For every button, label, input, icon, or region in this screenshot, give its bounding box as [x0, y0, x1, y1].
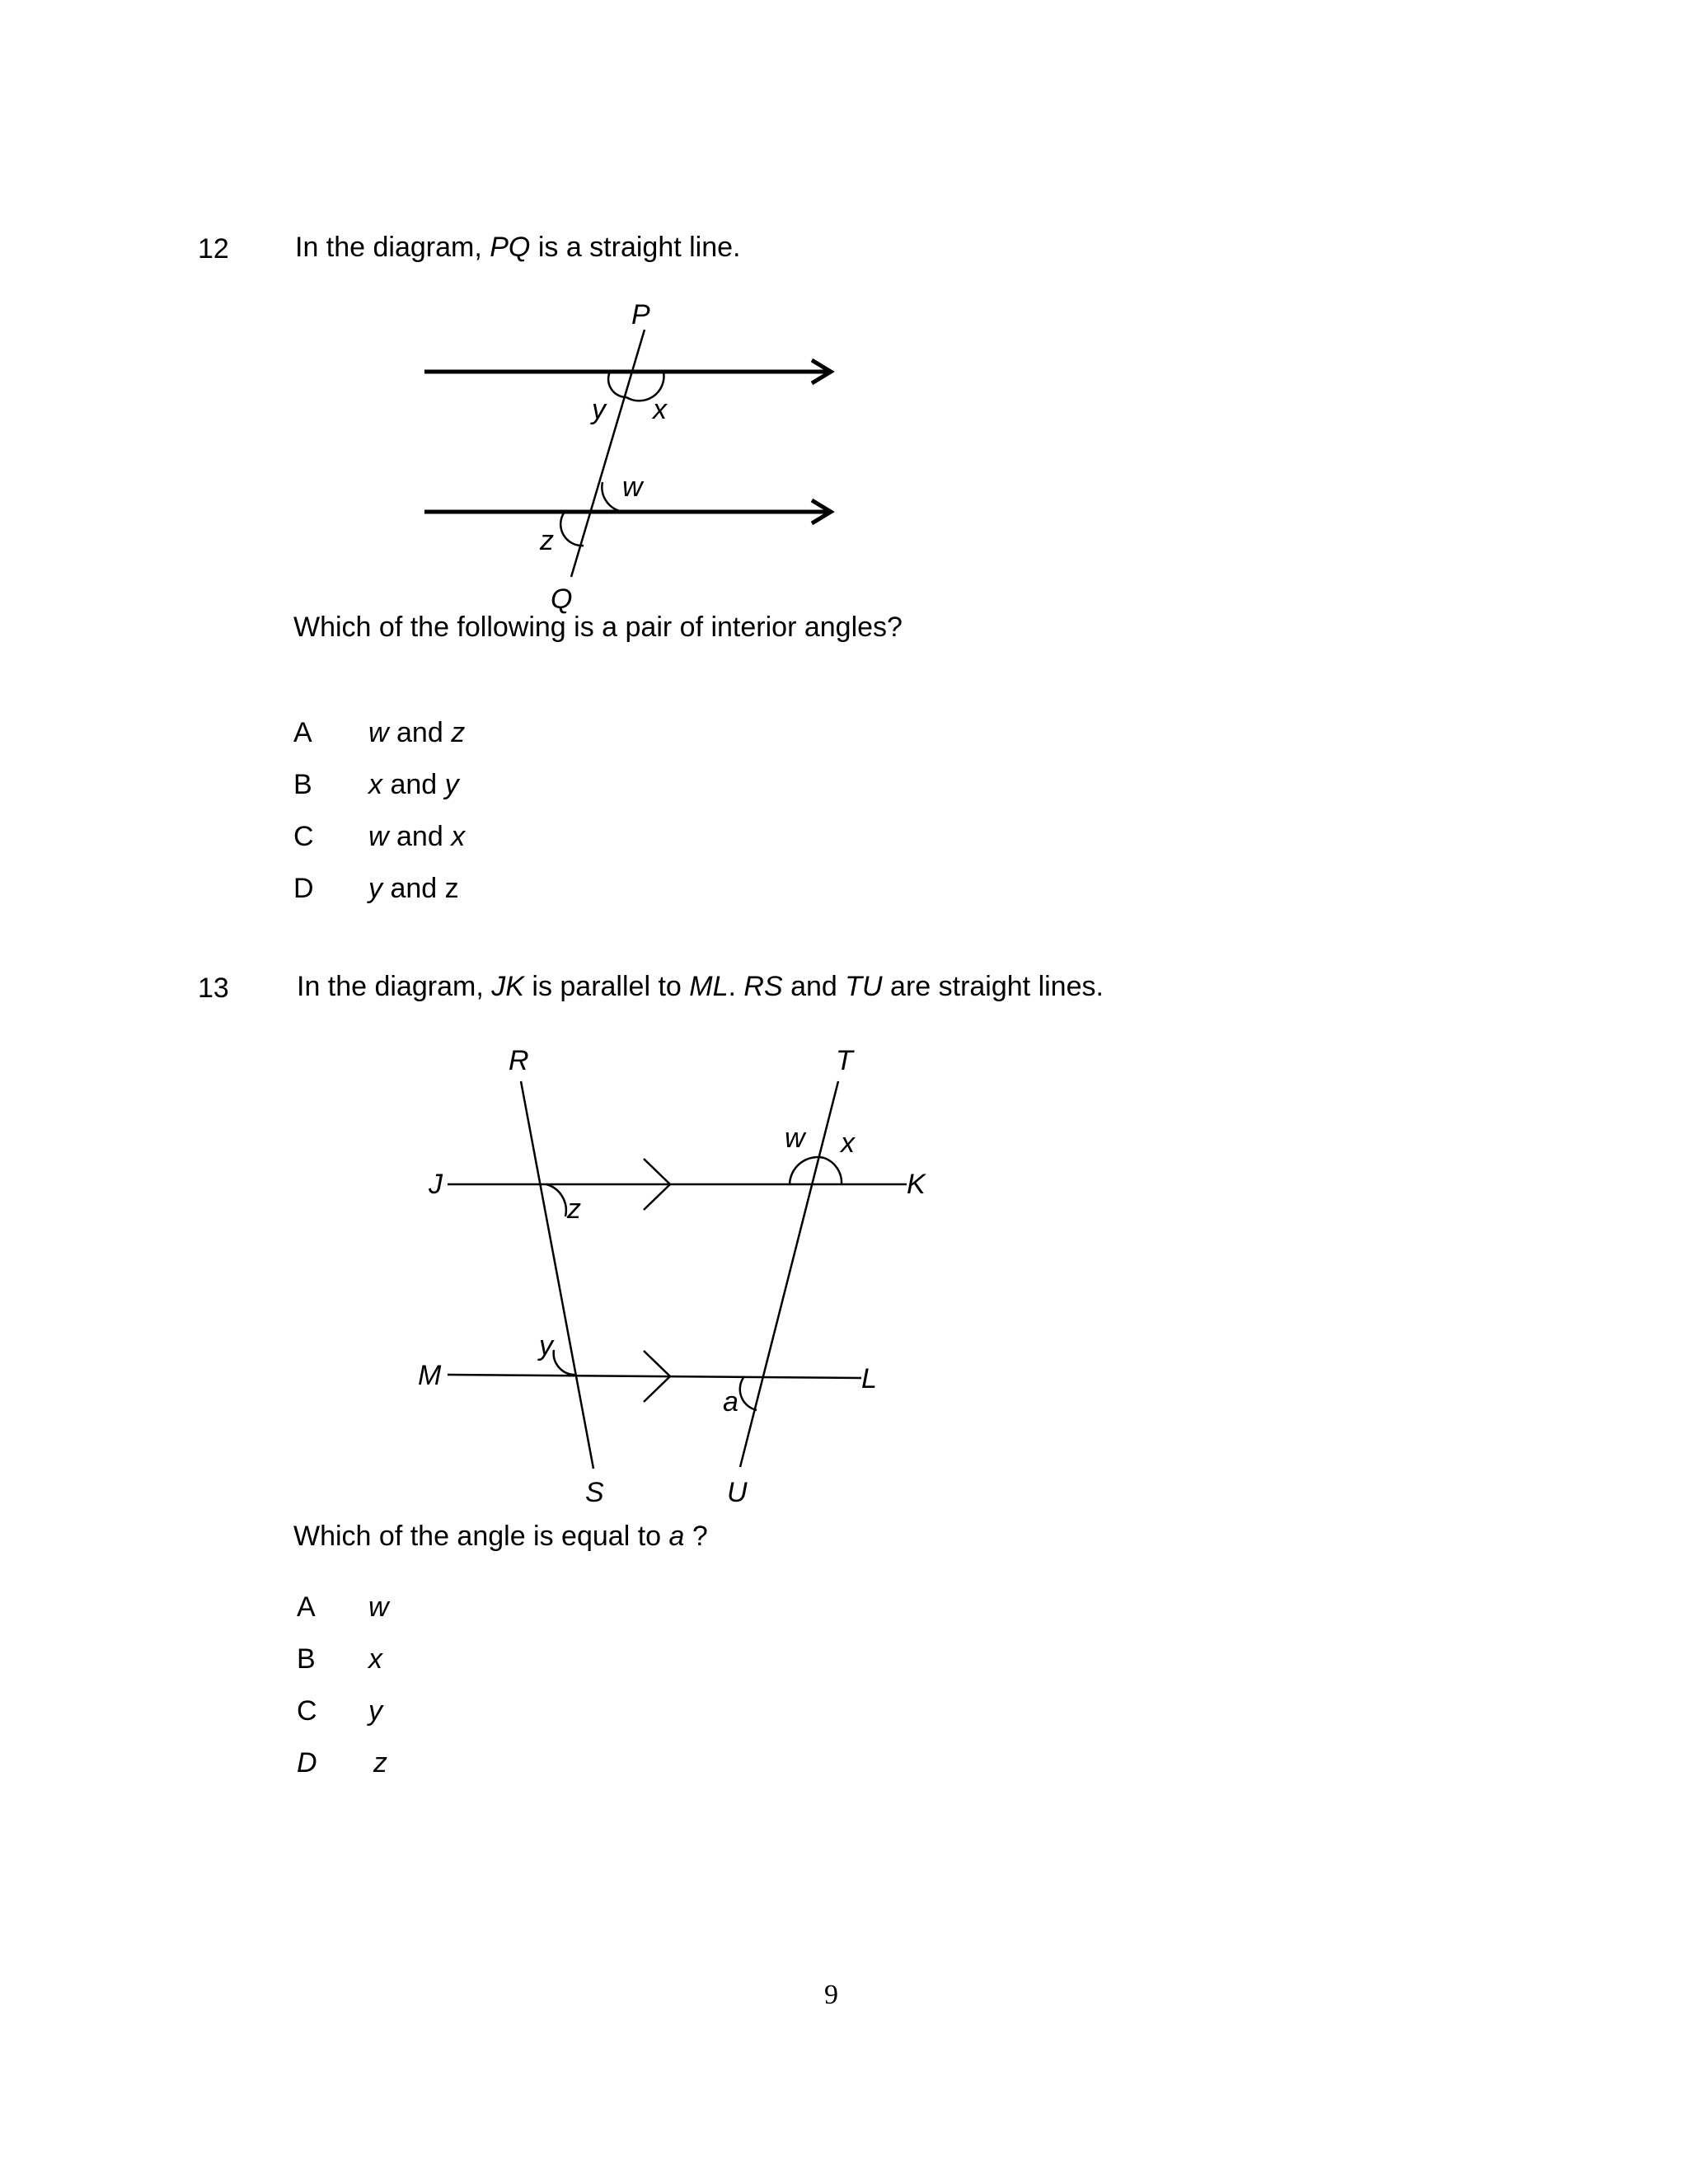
q13-line-rs	[521, 1081, 593, 1469]
q12-stem-suffix: is a straight line.	[530, 232, 741, 263]
q12-option-a-v2: z	[451, 717, 466, 748]
q13-option-b-value: x	[368, 1643, 382, 1675]
q12-option-a-letter: A	[293, 717, 312, 748]
q12-question: Which of the following is a pair of interior angles?	[293, 612, 903, 643]
q12-option-a-v1: w	[368, 717, 389, 748]
q13-stem-p1: In the diagram,	[297, 971, 492, 1002]
q12-option-d-letter: D	[293, 873, 314, 904]
q13-label-k: K	[907, 1169, 926, 1200]
q13-label-r: R	[509, 1045, 529, 1076]
q13-option-c-value: y	[368, 1695, 382, 1727]
q12-label-q: Q	[551, 583, 573, 615]
q12-option-b-v1: x	[368, 769, 382, 800]
q12-option-c-v2: x	[451, 821, 466, 852]
q12-stem-var: PQ	[490, 232, 531, 263]
q13-label-s: S	[585, 1477, 604, 1508]
q13-label-m: M	[418, 1360, 442, 1391]
q13-option-d-letter: D	[297, 1747, 317, 1779]
q13-stem-p3: .	[728, 971, 744, 1002]
q13-label-j: J	[429, 1169, 443, 1200]
q13-stem-v3: RS	[743, 971, 783, 1002]
q12-option-c-letter: C	[293, 821, 314, 852]
q12-option-b-and: and	[382, 769, 445, 800]
q13-option-a-letter: A	[297, 1591, 316, 1623]
q13-question-suffix: ?	[684, 1521, 708, 1552]
q13-stem-p4: and	[782, 971, 846, 1002]
q13-label-z: z	[567, 1193, 581, 1225]
q13-label-x: x	[841, 1127, 855, 1159]
q13-option-a-value: w	[368, 1591, 389, 1623]
page-number: 9	[824, 1980, 838, 2010]
q13-label-a: a	[723, 1386, 738, 1418]
q12-option-a-and: and	[388, 717, 452, 748]
q13-stem-p2: is parallel to	[523, 971, 690, 1002]
q12-option-b-v2: y	[444, 769, 459, 800]
q12-label-y: y	[592, 394, 606, 425]
q13-stem-v4: TU	[845, 971, 883, 1002]
q13-label-w: w	[785, 1122, 805, 1154]
q13-arc-x	[824, 1158, 842, 1184]
q12-option-d-v2: z	[444, 873, 459, 904]
q12-label-w: w	[622, 471, 643, 503]
q13-stem-v1: JK	[491, 971, 524, 1002]
q13-label-y: y	[539, 1330, 553, 1361]
q12-label-p: P	[631, 299, 650, 330]
q13-question	[293, 1522, 708, 1550]
q13-arc-a	[740, 1376, 757, 1410]
q13-label-u: U	[727, 1477, 748, 1508]
q12-option-c-and: and	[388, 821, 452, 852]
q12-option-b-letter: B	[293, 769, 312, 800]
q13-label-t: T	[836, 1045, 853, 1076]
q12-option-d-v1: y	[368, 873, 382, 904]
q13-option-c-letter: C	[297, 1695, 317, 1727]
q13-stem-v2: ML	[689, 971, 729, 1002]
q13-label-l: L	[861, 1363, 877, 1394]
q13-option-b-letter: B	[297, 1643, 316, 1675]
q12-number: 12	[198, 233, 229, 265]
q13-arc-w	[790, 1157, 824, 1184]
q13-stem-p5: are straight lines.	[882, 971, 1104, 1002]
q13-question-prefix: Which of the angle is equal to	[293, 1521, 669, 1552]
q12-option-c-v1: w	[368, 821, 389, 852]
q12-option-d-and: and	[382, 873, 445, 904]
q12-stem-prefix: In the diagram,	[295, 232, 490, 263]
q13-option-d-value: z	[373, 1747, 387, 1779]
q12-label-z: z	[540, 525, 554, 556]
q13-number: 13	[198, 972, 229, 1004]
q13-question-var: a	[668, 1521, 685, 1552]
q13-arc-z	[546, 1184, 566, 1216]
q13-line-ml	[448, 1375, 861, 1378]
q12-label-x: x	[653, 394, 667, 425]
